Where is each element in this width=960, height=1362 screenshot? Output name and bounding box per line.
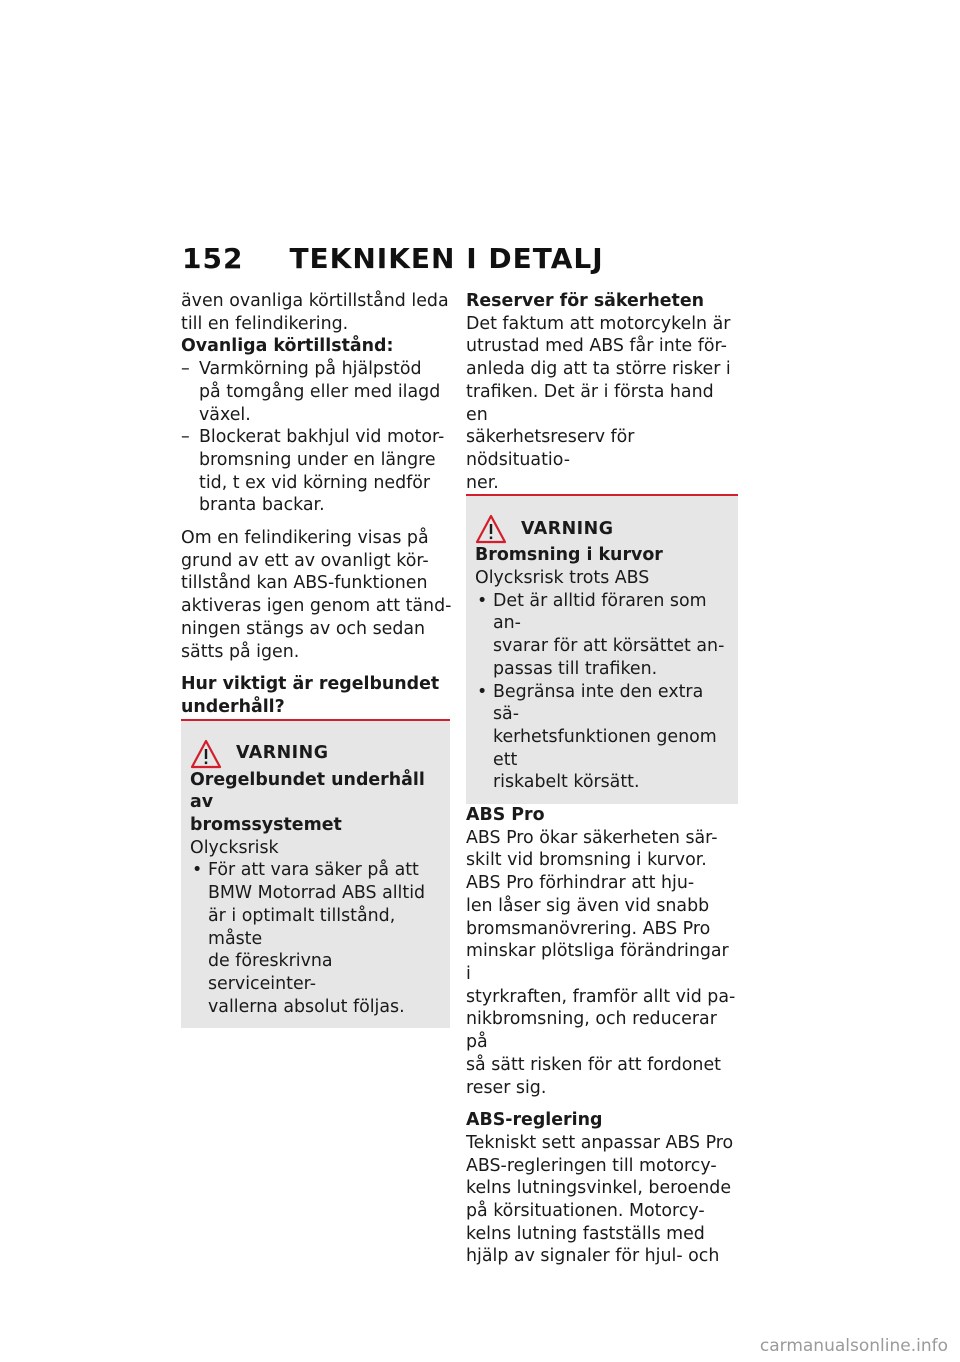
heading-maintenance: Hur viktigt är regelbundet underhåll? (181, 674, 440, 717)
warning-box-maintenance (181, 719, 450, 1029)
warning-label: VARNING (236, 743, 329, 764)
right-column (466, 290, 738, 1268)
page-header (182, 242, 604, 275)
list-item: • Det är alltid föraren som an- svarar för att körsättet an- passas till trafiken. (475, 590, 730, 681)
warning-subtitle: Olycksrisk trots ABS (475, 568, 650, 589)
reactivation-paragraph: Om en felindikering visas på grund av ett av ovanligt kör- tillstånd kan ABS-funktionen aktiveras igen genom att tänd- ningen stängs av och sedan sätts på igen. (181, 528, 452, 662)
warning-bullets (190, 859, 442, 1018)
watermark: carmanualsonline.info (759, 1336, 948, 1356)
left-column (181, 290, 453, 1028)
intro-paragraph: även ovanliga körtillstånd leda till en felindikering. (181, 291, 449, 334)
heading-unusual-conditions: Ovanliga körtillstånd: (181, 336, 394, 357)
warning-box-curves (466, 494, 738, 804)
heading-safety-reserves: Reserver för säkerheten (466, 291, 705, 311)
warning-bullets (475, 590, 730, 794)
list-item: – Blockerat bakhjul vid motor- bromsning under en längre tid, t ex vid körning nedför branta backar. (181, 426, 453, 517)
list-item: • För att vara säker på att BMW Motorrad ABS alltid är i optimalt tillstånd, måste de föreskrivna serviceinter- vallerna absolut följas. (190, 859, 442, 1018)
unusual-conditions-list (181, 358, 453, 517)
list-item: • Begränsa inte den extra sä- kerhetsfunktionen genom ett riskabelt körsätt. (475, 681, 730, 795)
safety-reserves-paragraph: Det faktum att motorcykeln är utrustad med ABS får inte för- anleda dig att ta större risker i trafiken. Det är i första hand en säkerhetsreserv för nödsituatio- ner. (466, 313, 731, 493)
abs-pro-paragraph: ABS Pro ökar säkerheten sär- skilt vid bromsning i kurvor. ABS Pro förhindrar att hju- len låser sig även vid snabb bromsmanövrering. ABS Pro minskar plötsliga förändringar i styrkraften, framför allt vid pa- nikbromsning, och reducerar på så sätt risken för att fordonet reser sig. (466, 827, 736, 1098)
list-item: – Varmkörning på hjälpstöd på tomgång eller med ilagd växel. (181, 358, 453, 426)
warning-subtitle: Olycksrisk (190, 837, 279, 858)
warning-label: VARNING (521, 518, 614, 539)
heading-abs-regulation: ABS-reglering (466, 1110, 603, 1131)
abs-regulation-paragraph: Tekniskt sett anpassar ABS Pro ABS-regleringen till motorcy- kelns lutningsvinkel, beroende på körsituationen. Motorcy- kelns lutning fastställs med hjälp av signaler för hjul- och (466, 1132, 734, 1267)
warning-triangle-icon (475, 514, 507, 544)
warning-title: Bromsning i kurvor (475, 545, 663, 566)
warning-title: Oregelbundet underhåll av bromssystemet (190, 769, 425, 836)
chapter-title: TEKNIKEN I DETALJ (289, 242, 604, 275)
heading-abs-pro: ABS Pro (466, 805, 545, 826)
page-number: 152 (182, 242, 244, 275)
warning-triangle-icon (190, 739, 222, 769)
